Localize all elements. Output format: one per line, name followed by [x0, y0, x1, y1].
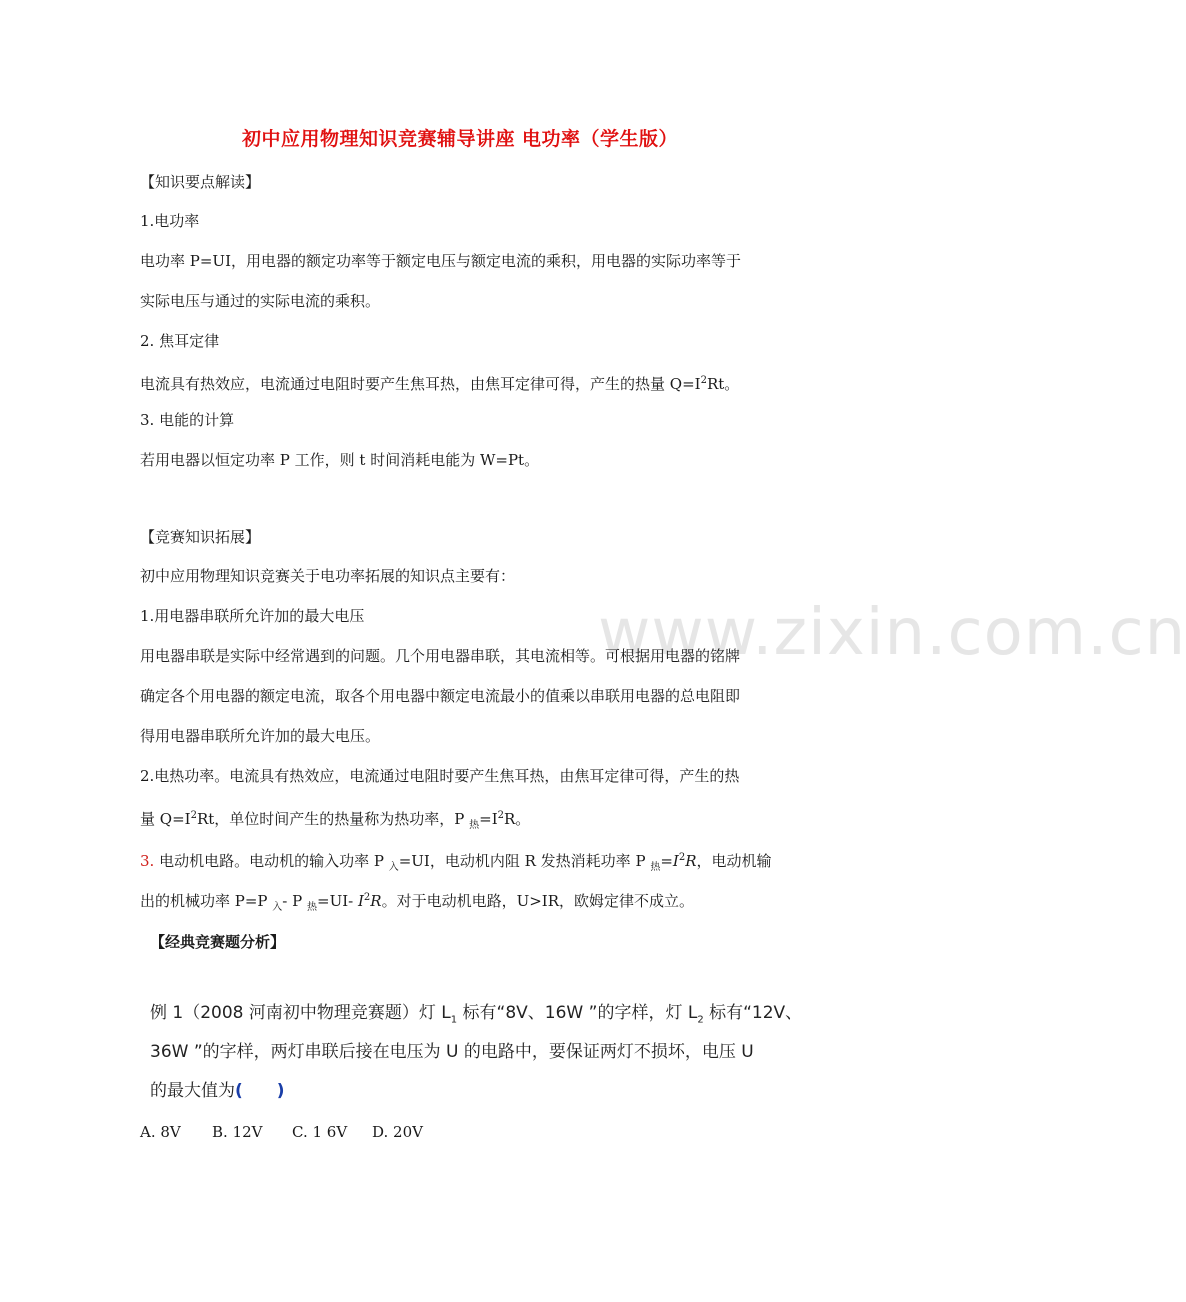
text-run: 电动机电路。电动机的输入功率 P: [154, 852, 389, 870]
superscript: 2: [700, 375, 707, 386]
superscript: 2: [497, 810, 504, 821]
formula-var: I: [672, 852, 679, 870]
answer-paren-close: ): [276, 1081, 285, 1101]
subscript: 入: [388, 862, 399, 873]
text-run: 。对于电动机电路，U>IR，欧姆定律不成立。: [381, 892, 695, 910]
text-run: 标有“8V、16W ”的字样，灯 L: [457, 1003, 698, 1023]
heading-electric-power: 1.电功率: [140, 212, 200, 230]
formula-var: I: [357, 892, 364, 910]
text-run: 出的机械功率 P=P: [140, 892, 273, 910]
subscript: 入: [272, 902, 283, 913]
page-title: 初中应用物理知识竞赛辅导讲座 电功率（学生版）: [241, 128, 679, 150]
watermark: www.zixin.com.cn: [598, 596, 1186, 670]
text-run: Rt，单位时间产生的热量称为热功率，P: [196, 810, 470, 828]
subscript: 1: [450, 1014, 458, 1026]
subscript: 2: [697, 1014, 704, 1026]
superscript: 2: [678, 852, 686, 863]
heading-max-voltage: 1.用电器串联所允许加的最大电压: [140, 607, 365, 625]
superscript: 2: [190, 810, 197, 821]
paragraph-line: 若用电器以恒定功率 P 工作，则 t 时间消耗电能为 W=Pt。: [140, 451, 540, 469]
option-d: D. 20V: [372, 1123, 423, 1141]
subscript: 热: [307, 902, 317, 913]
text-run: 的最大值为: [150, 1081, 235, 1101]
example-line: [150, 1079, 285, 1103]
heading-energy-calc: 3. 电能的计算: [140, 411, 235, 429]
text-run: R。: [504, 810, 531, 828]
paragraph-motor-l1: [140, 848, 772, 878]
paragraph-line: 2.电热功率。电流具有热效应，电流通过电阻时要产生焦耳热，由焦耳定律可得，产生的热: [140, 767, 740, 785]
superscript: 2: [363, 892, 371, 903]
item-number: 3.: [140, 852, 155, 870]
option-a: A. 8V: [140, 1123, 181, 1141]
text-run: Rt。: [706, 375, 740, 393]
section-header-examples: 【经典竞赛题分析】: [150, 933, 286, 951]
option-b: B. 12V: [212, 1123, 263, 1141]
example-line: [150, 1001, 802, 1032]
paragraph-line: 初中应用物理知识竞赛关于电功率拓展的知识点主要有：: [140, 567, 516, 585]
text-run: =I: [479, 810, 498, 828]
section-header-extension: 【竞赛知识拓展】: [140, 528, 261, 546]
heading-joule-law: 2. 焦耳定律: [140, 332, 220, 350]
paragraph-line: 电功率 P=UI，用电器的额定功率等于额定电压与额定电流的乘积，用电器的实际功率等于: [140, 252, 742, 270]
section-header-knowledge: 【知识要点解读】: [140, 173, 261, 191]
text-run: 标有“12V、: [703, 1003, 803, 1023]
paragraph-line: 得用电器串联所允许加的最大电压。: [140, 727, 381, 745]
paragraph-joule: [140, 371, 739, 394]
paragraph-line: 确定各个用电器的额定电流，取各个用电器中额定电流最小的值乘以串联用电器的总电阻即: [140, 687, 741, 705]
answer-paren-open: (: [235, 1081, 243, 1101]
text-run: 例 1（2008 河南初中物理竞赛题）灯 L: [150, 1003, 451, 1023]
formula-var: R: [685, 852, 697, 870]
paragraph-line: 用电器串联是实际中经常遇到的问题。几个用电器串联，其电流相等。可根据用电器的铭牌: [140, 647, 741, 665]
subscript: 热: [650, 862, 661, 873]
subscript: 热: [469, 820, 480, 831]
paragraph-line: 实际电压与通过的实际电流的乘积。: [140, 292, 381, 310]
formula-var: R: [370, 892, 382, 910]
text-run: 电流具有热效应，电流通过电阻时要产生焦耳热，由焦耳定律可得，产生的热量 Q=I: [140, 375, 701, 393]
text-run: =UI，电动机内阻 R 发热消耗功率 P: [398, 852, 651, 870]
text-run: ，电动机输: [696, 852, 772, 870]
text-run: 量 Q=I: [140, 810, 191, 828]
example-line: 36W ”的字样，两灯串联后接在电压为 U 的电路中，要保证两灯不损坏，电压 U: [150, 1042, 754, 1062]
paragraph-heat-power: [140, 806, 530, 836]
paragraph-motor-l2: [140, 888, 694, 918]
option-c: C. 1 6V: [292, 1123, 348, 1141]
text-run: - P: [282, 892, 307, 910]
text-run: =UI-: [317, 892, 358, 910]
text-run: =: [660, 852, 673, 870]
